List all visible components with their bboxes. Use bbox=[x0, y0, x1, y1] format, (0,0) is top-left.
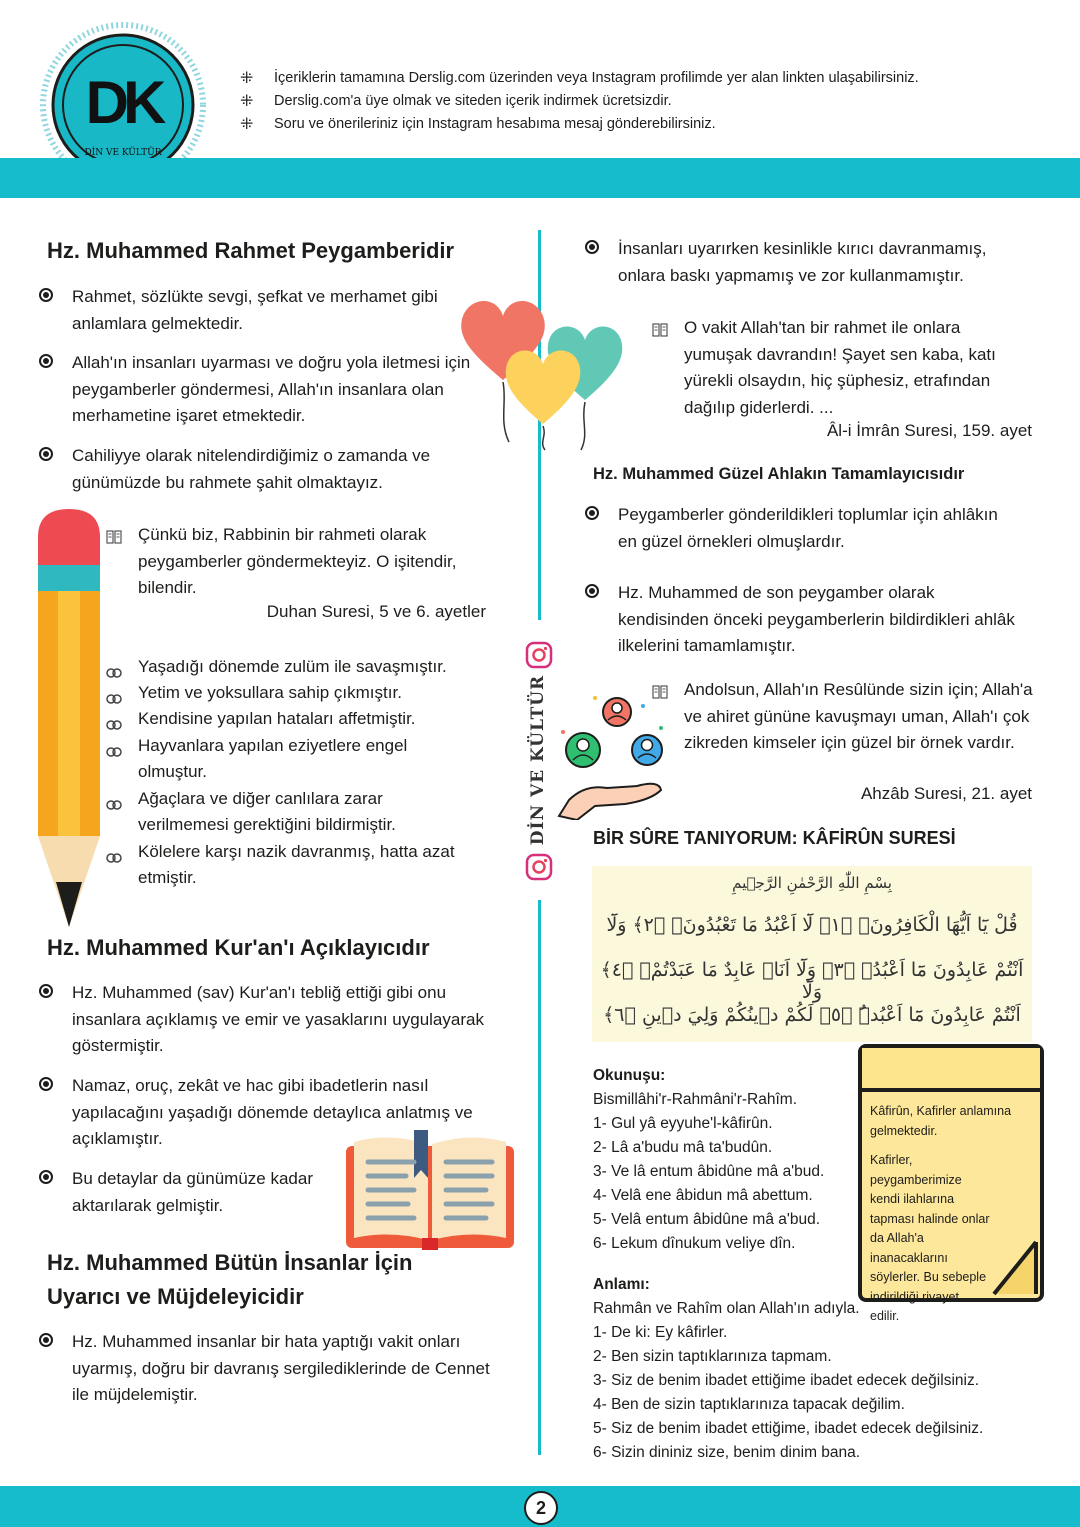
transliteration-block bbox=[593, 1064, 863, 1256]
bullet-item: Cahiliyye olarak nitelendirdiğimiz o zamanda ve günümüzde bu rahmete şahit olmaktayız. bbox=[72, 443, 482, 496]
cross-bullet-icon: ⁜ bbox=[240, 92, 254, 110]
link-list-item: Ağaçlara ve diğer canlılara zarar verilmemesi gerektiğini bildirmiştir. bbox=[138, 786, 438, 839]
top-band bbox=[0, 158, 1080, 198]
transliteration-line: 4- Velâ ene âbidun mâ abettum. bbox=[593, 1187, 813, 1204]
header-note: ⁜ İçeriklerin tamamına Derslig.com üzerinden veya Instagram profilimde yer alan linkten ulaşabilirsiniz. bbox=[240, 69, 919, 87]
link-icon bbox=[106, 660, 122, 686]
meaning-line: 4- Ben de sizin taptıklarınıza tapacak değilim. bbox=[593, 1396, 905, 1413]
meaning-line: 1- De ki: Ey kâfirler. bbox=[593, 1324, 728, 1341]
meaning-line: 2- Ben sizin taptıklarınıza tapmam. bbox=[593, 1348, 832, 1365]
book-icon bbox=[652, 681, 668, 708]
transliteration-line: 6- Lekum dînukum veliye dîn. bbox=[593, 1235, 796, 1252]
meaning-line: 3- Siz de benim ibadet ettiğime ibadet edecek değilsiniz. bbox=[593, 1372, 980, 1389]
okunusu-title: Okunuşu: bbox=[593, 1067, 666, 1084]
logo-letters: DK bbox=[85, 69, 161, 136]
section-title: Hz. Muhammed Kur'an'ı Açıklayıcıdır bbox=[47, 935, 430, 960]
link-icon bbox=[106, 686, 122, 712]
meaning-line: Rahmân ve Rahîm olan Allah'ın adıyla. bbox=[593, 1300, 860, 1317]
quote-block: O vakit Allah'tan bir rahmet ile onlara yumuşak davrandın! Şayet sen kaba, katı yürekli olsaydın, hiç şüphesiz, etrafından dağılıp giderlerdi. ... bbox=[684, 315, 1024, 421]
transliteration-line: 2- Lâ a'budu mâ ta'budûn. bbox=[593, 1139, 773, 1156]
arabic-line: اَنْتُمْ عَابِدُونَ مَٓا اَعْبُدُۜ ﴿٥﴾ لَكُمْ د۪ينُكُمْ وَلِيَ د۪ينِ ﴿٦﴾ bbox=[603, 1004, 1021, 1026]
sticky-note-text: Kâfirûn, Kafirler anlamına gelmektedir. Kafirler, peygamberimize kendi ilahlarına tapması halinde onlar da Allah'a inanacaklarını söylerler. Bu sebeple indirildiği rivayet edilir. bbox=[870, 1104, 1012, 1323]
pencil-illustration bbox=[34, 507, 104, 932]
transliteration-line: Bismillâhi'r-Rahmâni'r-Rahîm. bbox=[593, 1091, 798, 1108]
bullet-item: Peygamberler gönderildikleri toplumlar için ahlâkın en güzel örnekleri olmuşlardır. bbox=[618, 502, 1018, 555]
sticky-note bbox=[858, 1044, 1044, 1323]
link-icon bbox=[106, 845, 122, 871]
book-icon bbox=[652, 319, 668, 346]
arabic-text-panel bbox=[592, 866, 1032, 1042]
bullet-item: Hz. Muhammed (sav) Kur'an'ı tebliğ ettiği gibi onu insanlara açıklamış ve emir ve yasaklarını uygulayarak göstermiştir. bbox=[72, 980, 487, 1060]
section-title: Hz. Muhammed Güzel Ahlakın Tamamlayıcısıdır bbox=[593, 465, 965, 483]
heart-balloons-illustration bbox=[455, 292, 635, 452]
bullet-item: Allah'ın insanları uyarması ve doğru yola iletmesi için peygamberler göndermesi, Allah'ın insanlara olan merhametine işaret etmektedir. bbox=[72, 350, 482, 430]
logo-caption: DİN VE KÜLTÜR bbox=[84, 148, 162, 158]
link-icon bbox=[106, 739, 122, 765]
section-title: BİR SÛRE TANIYORUM: KÂFİRÛN SURESİ bbox=[593, 828, 956, 848]
meaning-block bbox=[593, 1273, 1033, 1465]
radio-bullet-icon bbox=[39, 1077, 53, 1091]
radio-bullet-icon bbox=[39, 984, 53, 998]
radio-bullet-icon bbox=[585, 240, 599, 254]
column-divider bbox=[538, 900, 541, 1455]
anlami-title: Anlamı: bbox=[593, 1276, 650, 1293]
bullet-item: İnsanları uyarırken kesinlikle kırıcı davranmamış, onlara baskı yapmamış ve zor kullanmamıştır. bbox=[618, 236, 1028, 289]
bullet-item: Hz. Muhammed de son peygamber olarak kendisinden önceki peygamberlerin bildirdikleri ahlâk ilkelerini tamamlamıştır. bbox=[618, 580, 1018, 660]
link-list-item: Kölelere karşı nazik davranmış, hatta azat etmiştir. bbox=[138, 839, 483, 892]
meaning-line: 5- Siz de benim ibadet ettiğime, ibadet edecek değilsiniz. bbox=[593, 1420, 984, 1437]
quote-reference: Duhan Suresi, 5 ve 6. ayetler bbox=[266, 602, 486, 621]
header-note: ⁜ Soru ve önerileriniz için Instagram hesabıma mesaj gönderebilirsiniz. bbox=[240, 115, 716, 133]
bullet-item: Bu detaylar da günümüze kadar aktarılarak gelmiştir. bbox=[72, 1166, 340, 1219]
radio-bullet-icon bbox=[39, 354, 53, 368]
instagram-icon[interactable] bbox=[525, 853, 553, 881]
transliteration-line: 1- Gul yâ eyyuhe'l-kâfirûn. bbox=[593, 1115, 773, 1132]
header-notes bbox=[240, 66, 1040, 135]
meaning-line: 6- Sizin dininiz size, benim dinim bana. bbox=[593, 1444, 861, 1461]
quote-reference: Ahzâb Suresi, 21. ayet bbox=[860, 784, 1032, 803]
cross-bullet-icon: ⁜ bbox=[240, 115, 254, 133]
bullet-item: Namaz, oruç, zekât ve hac gibi ibadetlerin nasıl yapılacağını yaşadığı dönemde detaylıca anlatmış ve açıklamıştır. bbox=[72, 1073, 487, 1153]
radio-bullet-icon bbox=[39, 1170, 53, 1184]
bullet-item: Rahmet, sözlükte sevgi, şefkat ve merhamet gibi anlamlara gelmektedir. bbox=[72, 284, 472, 337]
vertical-brand-label: DİN VE KÜLTÜR bbox=[528, 674, 548, 846]
link-list-item: Yaşadığı dönemde zulüm ile savaşmıştır. bbox=[138, 654, 488, 680]
radio-bullet-icon bbox=[39, 1333, 53, 1347]
sticky-note-bar bbox=[862, 1048, 1040, 1092]
transliteration-line: 3- Ve lâ entum âbidûne mâ a'bud. bbox=[593, 1163, 825, 1180]
link-icon bbox=[106, 792, 122, 818]
bullet-item: Hz. Muhammed insanlar bir hata yaptığı vakit onları uyarmış, doğru bir davranış sergilediklerinde de Cennet ile müjdelemiştir. bbox=[72, 1329, 497, 1409]
link-icon bbox=[106, 712, 122, 738]
quote-reference: Âl-i İmrân Suresi, 159. ayet bbox=[826, 421, 1032, 440]
transliteration-line: 5- Velâ entum âbidûne mâ a'bud. bbox=[593, 1211, 821, 1228]
radio-bullet-icon bbox=[39, 288, 53, 302]
radio-bullet-icon bbox=[39, 447, 53, 461]
cross-bullet-icon: ⁜ bbox=[240, 69, 254, 87]
arabic-line: اَنْتُمْ عَابِدُونَ مَٓا اَعْبُدُۚ ﴿٣﴾ وَلَٓا اَنَا۬ عَابِدٌ مَا عَبَدْتُمْۙ ﴿٤﴾ وَلَٓا bbox=[600, 959, 1024, 1003]
link-list-item: Hayvanlara yapılan eziyetlere engel olmuştur. bbox=[138, 733, 448, 786]
quote-block: Çünkü biz, Rabbinin bir rahmeti olarak peygamberler göndermekteyiz. O işitendir, bilendir. bbox=[138, 522, 498, 602]
header-note: ⁜ Derslig.com'a üye olmak ve siteden içerik indirmek ücretsizdir. bbox=[240, 92, 672, 110]
people-hand-illustration bbox=[555, 688, 665, 820]
radio-bullet-icon bbox=[585, 584, 599, 598]
arabic-line: قُلْ يَٓا اَيُّهَا الْكَافِرُونَۙ ﴿١﴾ لَٓا اَعْبُدُ مَا تَعْبُدُونَۙ ﴿٢﴾ وَلَٓا bbox=[606, 914, 1018, 936]
section-title: Hz. Muhammed Bütün İnsanlar İçin bbox=[47, 1250, 413, 1275]
book-icon bbox=[106, 526, 122, 553]
section-title: Uyarıcı ve Müjdeleyicidir bbox=[47, 1284, 304, 1309]
section-title: Hz. Muhammed Rahmet Peygamberidir bbox=[47, 238, 455, 263]
link-list-item: Yetim ve yoksullara sahip çıkmıştır. bbox=[138, 680, 488, 706]
link-list-item: Kendisine yapılan hataları affetmiştir. bbox=[138, 706, 488, 732]
quote-block: Andolsun, Allah'ın Resûlünde sizin için; Allah'a ve ahiret gününe kavuşmayı uman, Allah'ı çok zikreden kimseler için güzel bir örnek vardır. bbox=[684, 677, 1034, 757]
arabic-basmala: بِسْمِ اللّٰهِ الرَّحْمٰنِ الرَّج۪يمِ bbox=[732, 874, 892, 892]
radio-bullet-icon bbox=[585, 506, 599, 520]
page-number: 2 bbox=[524, 1491, 558, 1525]
open-book-illustration bbox=[346, 1130, 514, 1252]
